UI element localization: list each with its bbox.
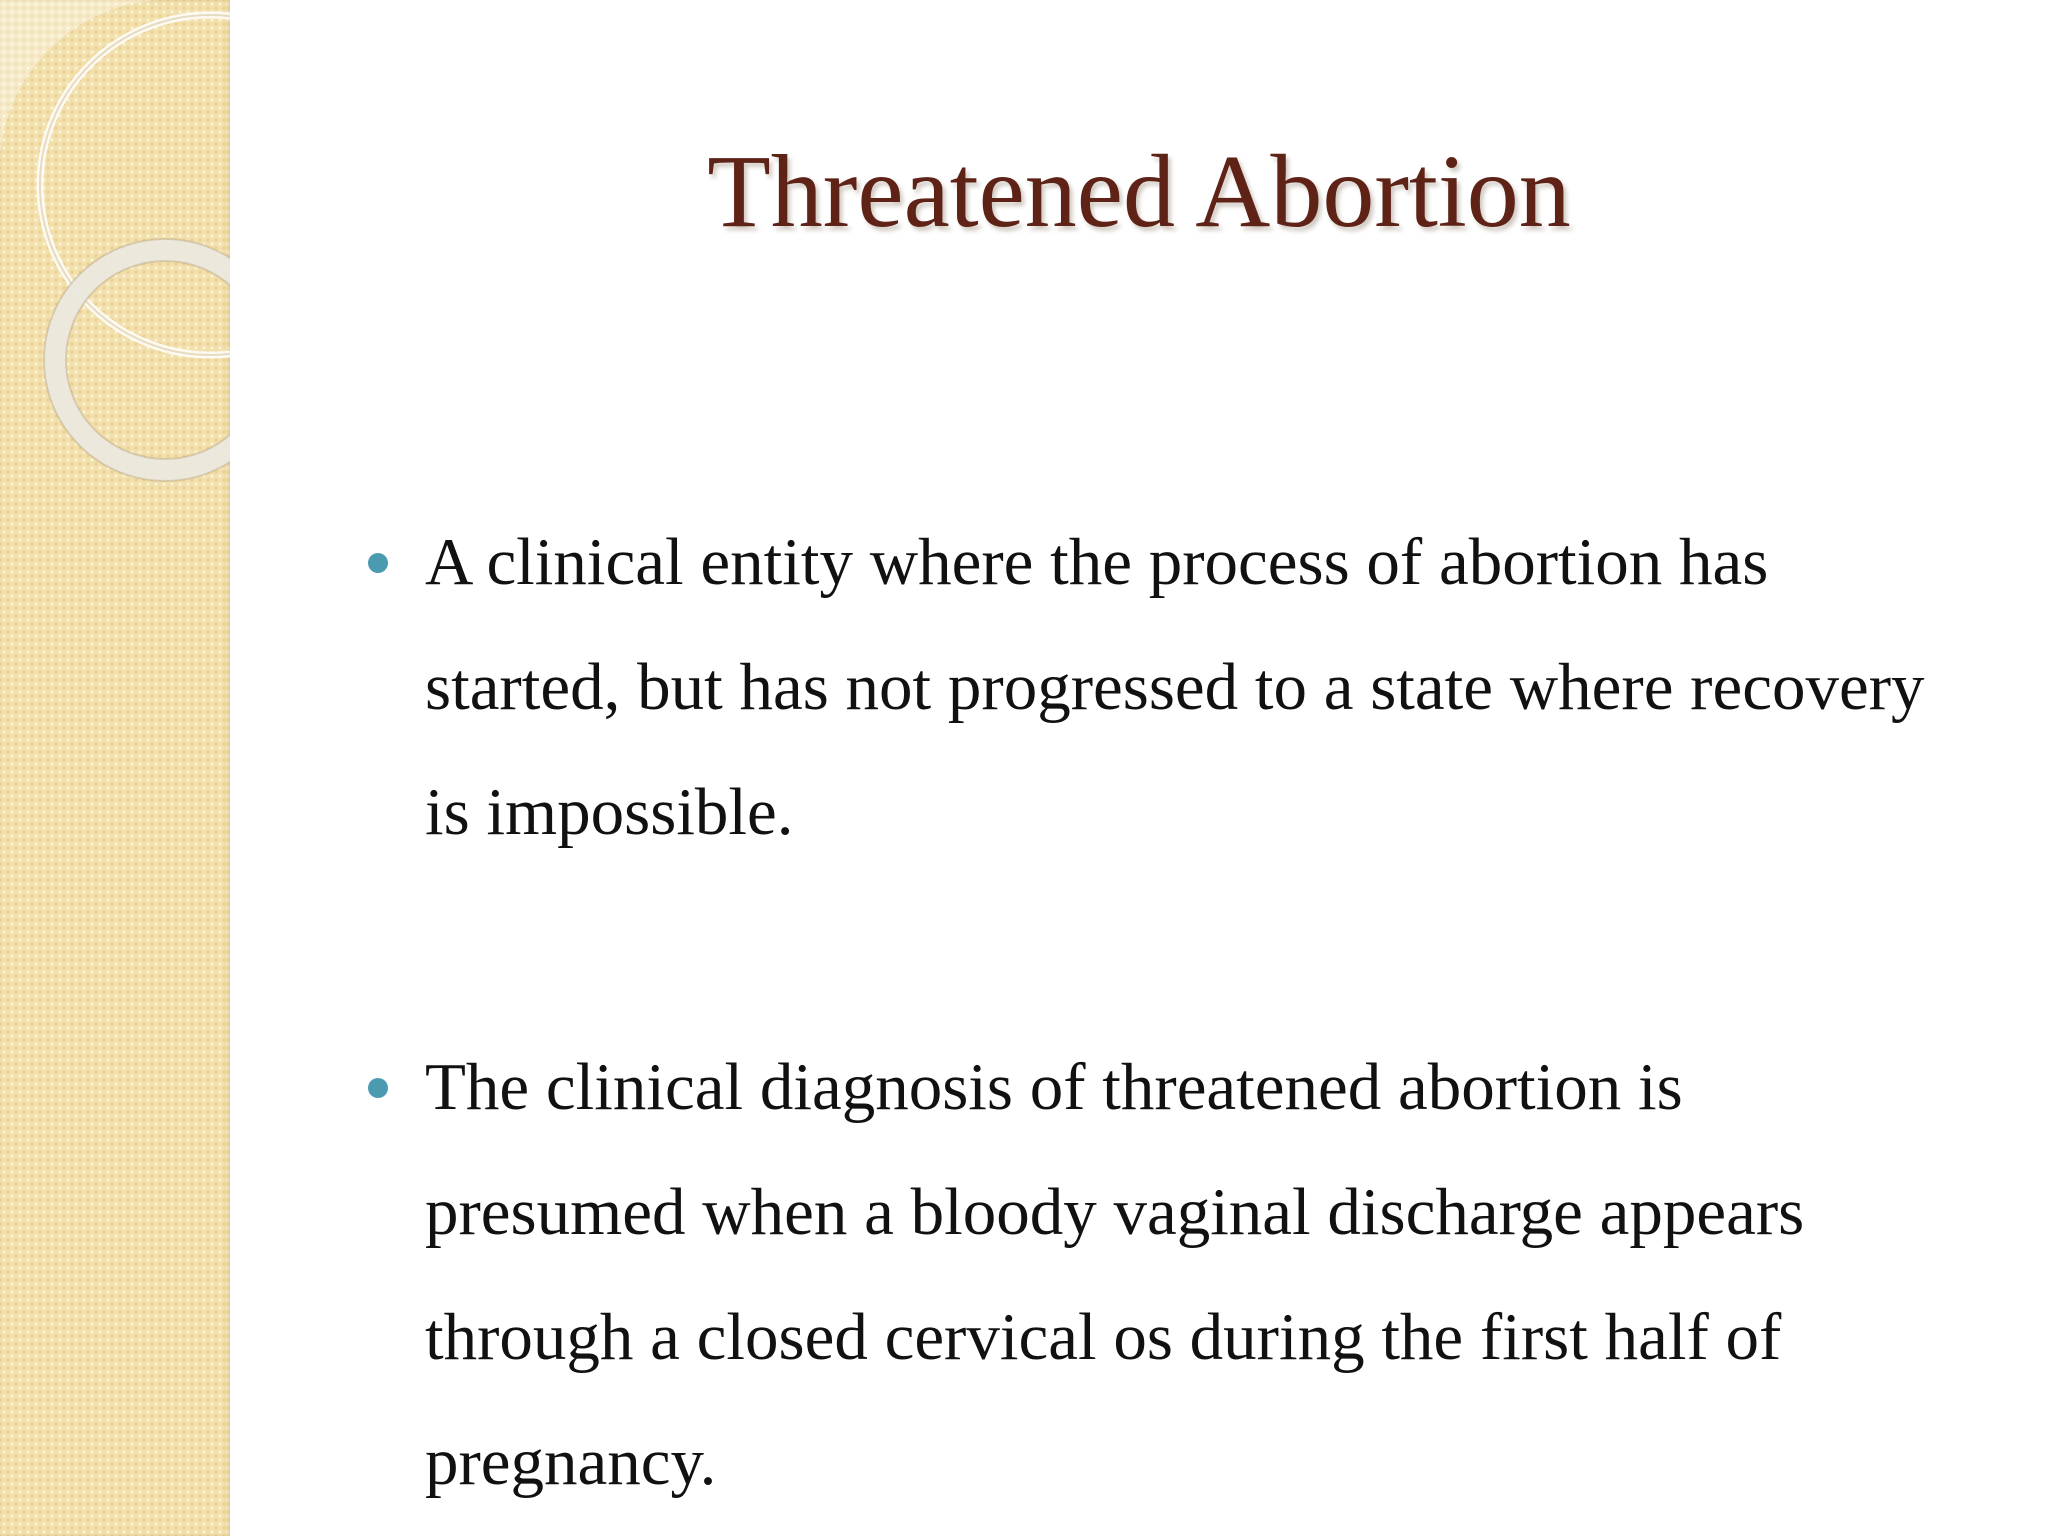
slide-title: Threatened Abortion <box>707 134 1571 249</box>
bullet-line: is impossible. <box>425 775 794 849</box>
bullet-line: presumed when a bloody vaginal discharge appears <box>425 1175 1805 1249</box>
bullet-line: through a closed cervical os during the first half of <box>425 1300 1782 1374</box>
decorative-side-panel <box>0 0 230 1536</box>
bullet-line: pregnancy. <box>425 1425 717 1499</box>
bullet-item <box>360 500 2000 875</box>
decorative-rings <box>0 0 230 520</box>
bullet-item <box>360 1025 2000 1525</box>
bullet-line: A clinical entity where the process of abortion has <box>425 525 1769 599</box>
bullet-line: The clinical diagnosis of threatened abortion is <box>425 1050 1683 1124</box>
bullet-line: started, but has not progressed to a state where recovery <box>425 650 1925 724</box>
bullet-list <box>360 500 2000 1525</box>
bullet-dot-icon <box>368 553 388 573</box>
bullet-dot-icon <box>368 1078 388 1098</box>
